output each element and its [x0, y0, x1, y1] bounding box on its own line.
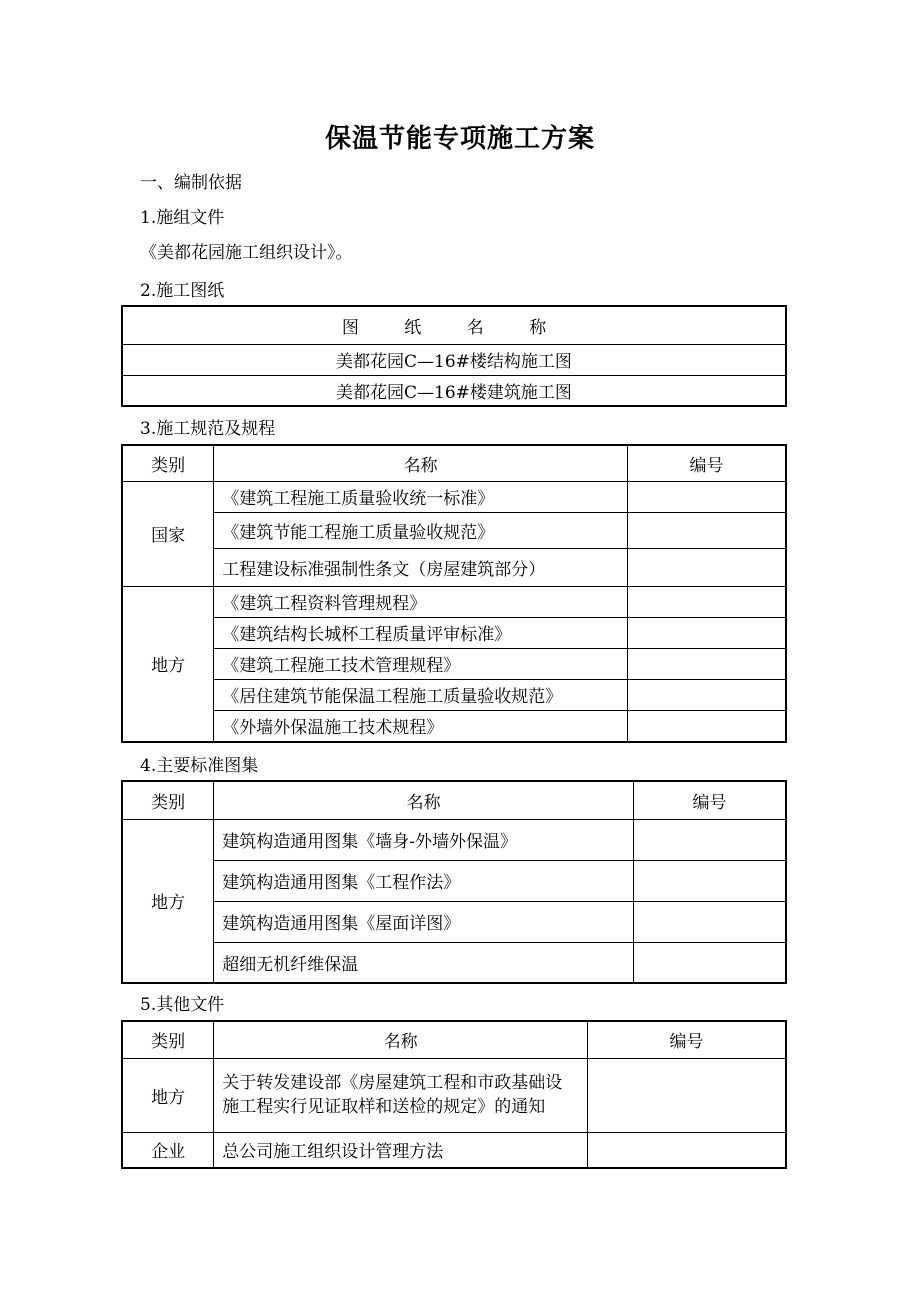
name-cell: 《建筑工程施工技术管理规程》 [214, 648, 628, 679]
number-cell [633, 819, 786, 860]
table-row [122, 481, 786, 512]
name-cell: 《外墙外保温施工技术规程》 [214, 710, 628, 742]
table-row [122, 679, 786, 710]
category-cell: 地方 [122, 1058, 214, 1132]
name-cell: 超细无机纤维保温 [214, 942, 634, 983]
name-cell: 建筑构造通用图集《工程作法》 [214, 860, 634, 901]
col-number: 编号 [627, 445, 786, 481]
name-cell: 建筑构造通用图集《屋面详图》 [214, 901, 634, 942]
table-header-row [122, 1021, 786, 1058]
category-cell: 国家 [122, 481, 214, 586]
number-cell [627, 679, 786, 710]
table-header-row [122, 306, 786, 344]
drawings-header: 图 纸 名 称 [122, 306, 786, 344]
col-name: 名称 [214, 445, 628, 481]
col-category: 类别 [122, 781, 214, 819]
atlas-table [121, 780, 787, 984]
item-heading-5: 5.其他文件 [140, 995, 225, 1015]
table-row [122, 860, 786, 901]
name-cell: 《居住建筑节能保温工程施工质量验收规范》 [214, 679, 628, 710]
number-cell [588, 1058, 786, 1132]
table-row [122, 512, 786, 548]
number-cell [633, 860, 786, 901]
table-row [122, 617, 786, 648]
table-row [122, 586, 786, 617]
category-cell: 企业 [122, 1132, 214, 1168]
table-row [122, 344, 786, 375]
name-cell: 《建筑节能工程施工质量验收规范》 [214, 512, 628, 548]
table-row [122, 548, 786, 586]
name-cell: 关于转发建设部《房屋建筑工程和市政基础设施工程实行见证取样和送检的规定》的通知 [214, 1058, 588, 1132]
name-cell: 工程建设标准强制性条文（房屋建筑部分） [214, 548, 628, 586]
number-cell [627, 586, 786, 617]
number-cell [633, 901, 786, 942]
codes-table [121, 444, 787, 743]
item-heading-1: 1.施组文件 [140, 208, 225, 228]
table-row [122, 648, 786, 679]
number-cell [627, 710, 786, 742]
category-cell: 地方 [122, 819, 214, 983]
table-header-row [122, 445, 786, 481]
table-header-row [122, 781, 786, 819]
number-cell [627, 512, 786, 548]
number-cell [627, 548, 786, 586]
other-docs-table [121, 1020, 787, 1169]
name-cell: 《建筑工程资料管理规程》 [214, 586, 628, 617]
drawing-name: 美都花园C—16#楼建筑施工图 [122, 375, 786, 406]
table-row [122, 942, 786, 983]
number-cell [627, 481, 786, 512]
name-cell: 《建筑工程施工质量验收统一标准》 [214, 481, 628, 512]
category-cell: 地方 [122, 586, 214, 742]
number-cell [633, 942, 786, 983]
page-title: 保温节能专项施工方案 [324, 124, 595, 154]
table-row [122, 710, 786, 742]
col-name: 名称 [214, 781, 634, 819]
number-cell [588, 1132, 786, 1168]
item-text-1: 《美都花园施工组织设计》。 [140, 243, 353, 263]
col-category: 类别 [122, 445, 214, 481]
table-row [122, 901, 786, 942]
col-category: 类别 [122, 1021, 214, 1058]
item-heading-2: 2.施工图纸 [140, 281, 225, 301]
drawings-table [121, 305, 787, 407]
col-number: 编号 [588, 1021, 786, 1058]
col-number: 编号 [633, 781, 786, 819]
table-row [122, 1058, 786, 1132]
number-cell [627, 617, 786, 648]
section-heading: 一、编制依据 [140, 173, 242, 193]
name-cell: 建筑构造通用图集《墙身-外墙外保温》 [214, 819, 634, 860]
name-cell: 总公司施工组织设计管理方法 [214, 1132, 588, 1168]
item-heading-3: 3.施工规范及规程 [140, 419, 276, 439]
table-row [122, 1132, 786, 1168]
col-name: 名称 [214, 1021, 588, 1058]
table-row [122, 375, 786, 406]
drawing-name: 美都花园C—16#楼结构施工图 [122, 344, 786, 375]
name-cell: 《建筑结构长城杯工程质量评审标准》 [214, 617, 628, 648]
item-heading-4: 4.主要标准图集 [140, 756, 259, 776]
table-row [122, 819, 786, 860]
number-cell [627, 648, 786, 679]
